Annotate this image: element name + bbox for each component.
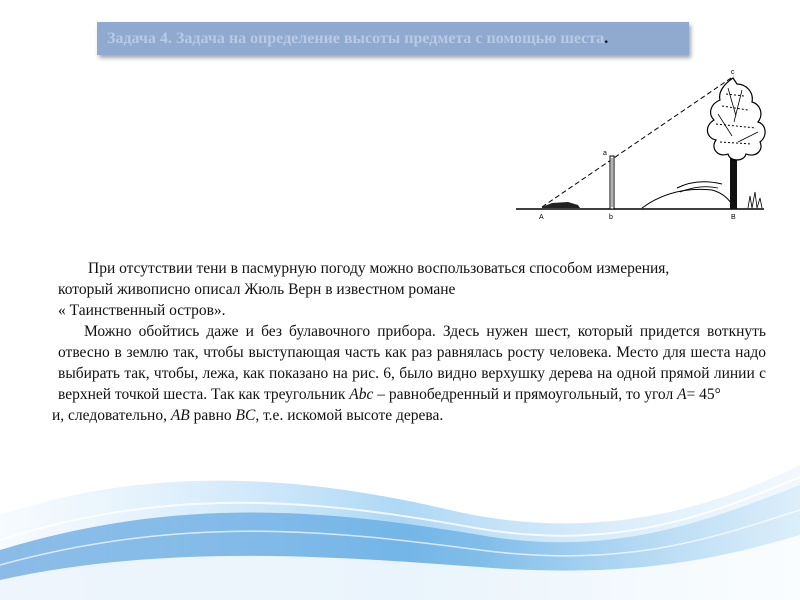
title-period: . bbox=[604, 30, 609, 47]
measurement-figure bbox=[512, 66, 768, 226]
title-text: Задача 4. Задача на определение высоты предмета с помощью шеста bbox=[107, 30, 605, 47]
grass bbox=[748, 192, 762, 208]
slide-title bbox=[97, 22, 689, 55]
label-B: B bbox=[731, 214, 736, 221]
p3: и, следовательно, AB равно BC, т.е. искомой высоте дерева. bbox=[52, 407, 444, 424]
body-text bbox=[52, 258, 766, 426]
label-A: A bbox=[539, 214, 544, 221]
label-c: c bbox=[731, 69, 735, 76]
sight-line bbox=[542, 76, 734, 207]
p1-line1: При отсутствии тени в пасмурную погоду можно воспользоваться способом измерения, bbox=[88, 260, 670, 277]
p2: Можно обойтись даже и без булавочного прибора. Здесь нужен шест, который придется воткнуть отвесно в землю так, чтобы выступающая часть как раз равнялась росту человека. Место для шеста надо выбирать так, чтобы, лежа, как показано на рис. 6, было видно верхушку дерева на одной прямой линии с верхней точкой шеста. Так как треугольник Abc – равнобедренный и прямоугольный, то угол A= 45° bbox=[58, 323, 766, 403]
lying-person bbox=[542, 202, 580, 208]
decorative-waves bbox=[0, 455, 800, 600]
p1-line3: « Таинственный остров». bbox=[58, 302, 226, 319]
mound bbox=[642, 189, 734, 208]
label-b: b bbox=[609, 214, 613, 221]
label-a: a bbox=[603, 150, 607, 157]
tree-crown bbox=[707, 78, 765, 160]
p1-line2: который живописно описал Жюль Верн в известном романе bbox=[58, 281, 456, 298]
